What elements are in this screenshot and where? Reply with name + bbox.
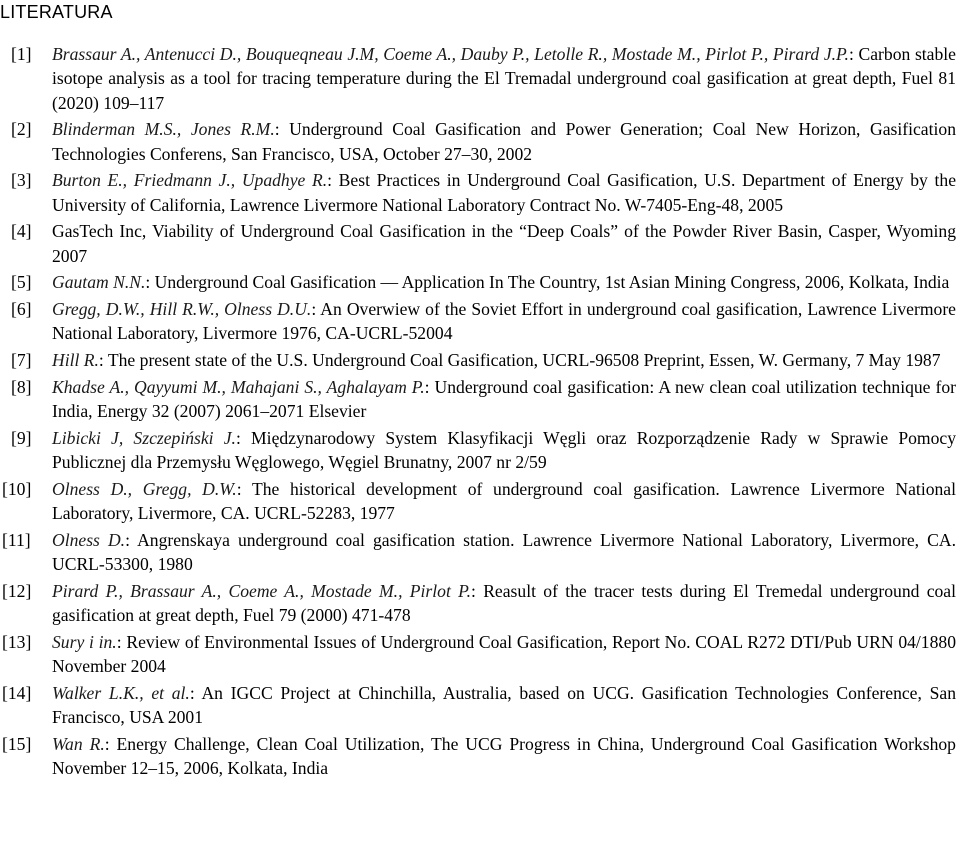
reference-text: : Underground coal gasification: A new clean coal utilization technique for India, Energy 32 (2007) 2061–2071 Elsevier bbox=[52, 376, 956, 421]
reference-number: [9] bbox=[11, 427, 32, 448]
reference-text: : Carbon stable isotope analysis as a tool for tracing temperature during the El Tremadal underground coal gasification at great depth, Fuel 81 (2020) 109–117 bbox=[52, 44, 956, 113]
reference-item bbox=[0, 270, 956, 294]
reference-number: [10] bbox=[2, 478, 32, 499]
reference-authors: Burton E., Friedmann J., Upadhye R. bbox=[52, 170, 328, 191]
reference-text: : The present state of the U.S. Underground Coal Gasification, UCRL-96508 Preprint, Essen, W. Germany, 7 May 1987 bbox=[98, 350, 941, 370]
reference-text: GasTech Inc, Viability of Underground Coal Gasification in the “Deep Coals” of the Powder River Basin, Casper, Wyoming 2007 bbox=[52, 221, 956, 266]
reference-text: : An Overwiew of the Soviet Effort in underground coal gasification, Lawrence Livermore National Laboratory, Livermore 1976, CA-UCRL-52004 bbox=[52, 299, 956, 344]
reference-number: [8] bbox=[11, 376, 32, 397]
reference-authors: Sury i in. bbox=[52, 631, 117, 652]
reference-number: [14] bbox=[2, 682, 32, 703]
reference-item bbox=[0, 732, 956, 781]
reference-text: : Best Practices in Underground Coal Gasification, U.S. Department of Energy by the University of California, Lawrence Livermore National Laboratory Contract No. W-7405-Eng-48, 2005 bbox=[52, 170, 956, 215]
reference-authors: Walker L.K., et al. bbox=[52, 682, 190, 703]
reference-text: : Reasult of the tracer tests during El Tremedal underground coal gasification at great depth, Fuel 79 (2000) 471-478 bbox=[52, 580, 957, 625]
reference-authors: Gautam N.N. bbox=[52, 272, 146, 293]
reference-authors: Hill R. bbox=[52, 350, 99, 370]
reference-text: : Energy Challenge, Clean Coal Utilization, The UCG Progress in China, Underground Coal Gasification Workshop November 12–15, 2006, Kolkata, India bbox=[52, 733, 956, 778]
reference-authors: Olness D., Gregg, D.W. bbox=[52, 478, 237, 499]
reference-item bbox=[0, 297, 956, 346]
reference-item bbox=[0, 168, 956, 217]
reference-number: [3] bbox=[11, 170, 32, 191]
reference-authors: Blinderman M.S., Jones R.M. bbox=[52, 119, 275, 140]
reference-list bbox=[0, 42, 956, 783]
reference-authors: Wan R. bbox=[52, 733, 105, 754]
reference-authors: Brassaur A., Antenucci D., Bouqueqneau J.M, Coeme A., Dauby P., Letolle R., Mostade M., Pirlot P., Pirard J.P. bbox=[52, 44, 849, 64]
reference-number: [4] bbox=[11, 221, 32, 242]
reference-item bbox=[0, 42, 956, 115]
reference-item bbox=[0, 348, 956, 372]
reference-item bbox=[0, 117, 956, 166]
reference-text: : The historical development of underground coal gasification. Lawrence Livermore National Laboratory, Livermore, CA. UCRL-52283, 1977 bbox=[52, 478, 956, 523]
reference-item bbox=[0, 681, 956, 730]
reference-item bbox=[0, 375, 956, 424]
reference-authors: Olness D. bbox=[52, 529, 126, 550]
reference-authors: Khadse A., Qayyumi M., Mahajani S., Aghalayam P. bbox=[52, 376, 425, 397]
reference-text: : Underground Coal Gasification — Application In The Country, 1st Asian Mining Congress, 2006, Kolkata, India bbox=[145, 272, 950, 293]
reference-number: [5] bbox=[11, 272, 32, 293]
reference-number: [13] bbox=[2, 631, 32, 652]
reference-number: [12] bbox=[2, 580, 32, 601]
reference-item bbox=[0, 477, 956, 526]
reference-authors: Libicki J, Szczepiński J. bbox=[52, 427, 236, 448]
reference-text: : Międzynarodowy System Klasyfikacji Węgli oraz Rozporządzenie Rady w Sprawie Pomocy Publicznej dla Przemysłu Węglowego, Węgiel Brunatny, 2007 nr 2/59 bbox=[52, 427, 957, 472]
reference-item bbox=[0, 528, 956, 577]
reference-text: : Underground Coal Gasification and Power Generation; Coal New Horizon, Gasification Technologies Conferens, San Francisco, USA, October 27–30, 2002 bbox=[52, 119, 956, 164]
reference-item bbox=[0, 579, 956, 628]
reference-item bbox=[0, 426, 956, 475]
reference-number: [15] bbox=[2, 733, 32, 754]
reference-text: : Angrenskaya underground coal gasification station. Lawrence Livermore National Laboratory, Livermore, CA. UCRL-53300, 1980 bbox=[52, 529, 956, 574]
reference-item bbox=[0, 630, 956, 679]
reference-item bbox=[0, 219, 956, 268]
reference-number: [1] bbox=[11, 44, 32, 64]
reference-number: [6] bbox=[11, 299, 32, 319]
reference-number: [2] bbox=[11, 119, 32, 140]
reference-number: [11] bbox=[2, 529, 31, 550]
reference-authors: Pirard P., Brassaur A., Coeme A., Mostade M., Pirlot P. bbox=[52, 580, 472, 601]
reference-number: [7] bbox=[11, 350, 32, 370]
reference-authors: Gregg, D.W., Hill R.W., Olness D.U. bbox=[52, 299, 312, 319]
reference-text: : An IGCC Project at Chinchilla, Australia, based on UCG. Gasification Technologies Conference, San Francisco, USA 2001 bbox=[52, 682, 956, 727]
section-heading: LITERATURA bbox=[0, 2, 113, 22]
reference-text: : Review of Environmental Issues of Underground Coal Gasification, Report No. COAL R272 DTI/Pub URN 04/1880 November 2004 bbox=[52, 631, 956, 676]
